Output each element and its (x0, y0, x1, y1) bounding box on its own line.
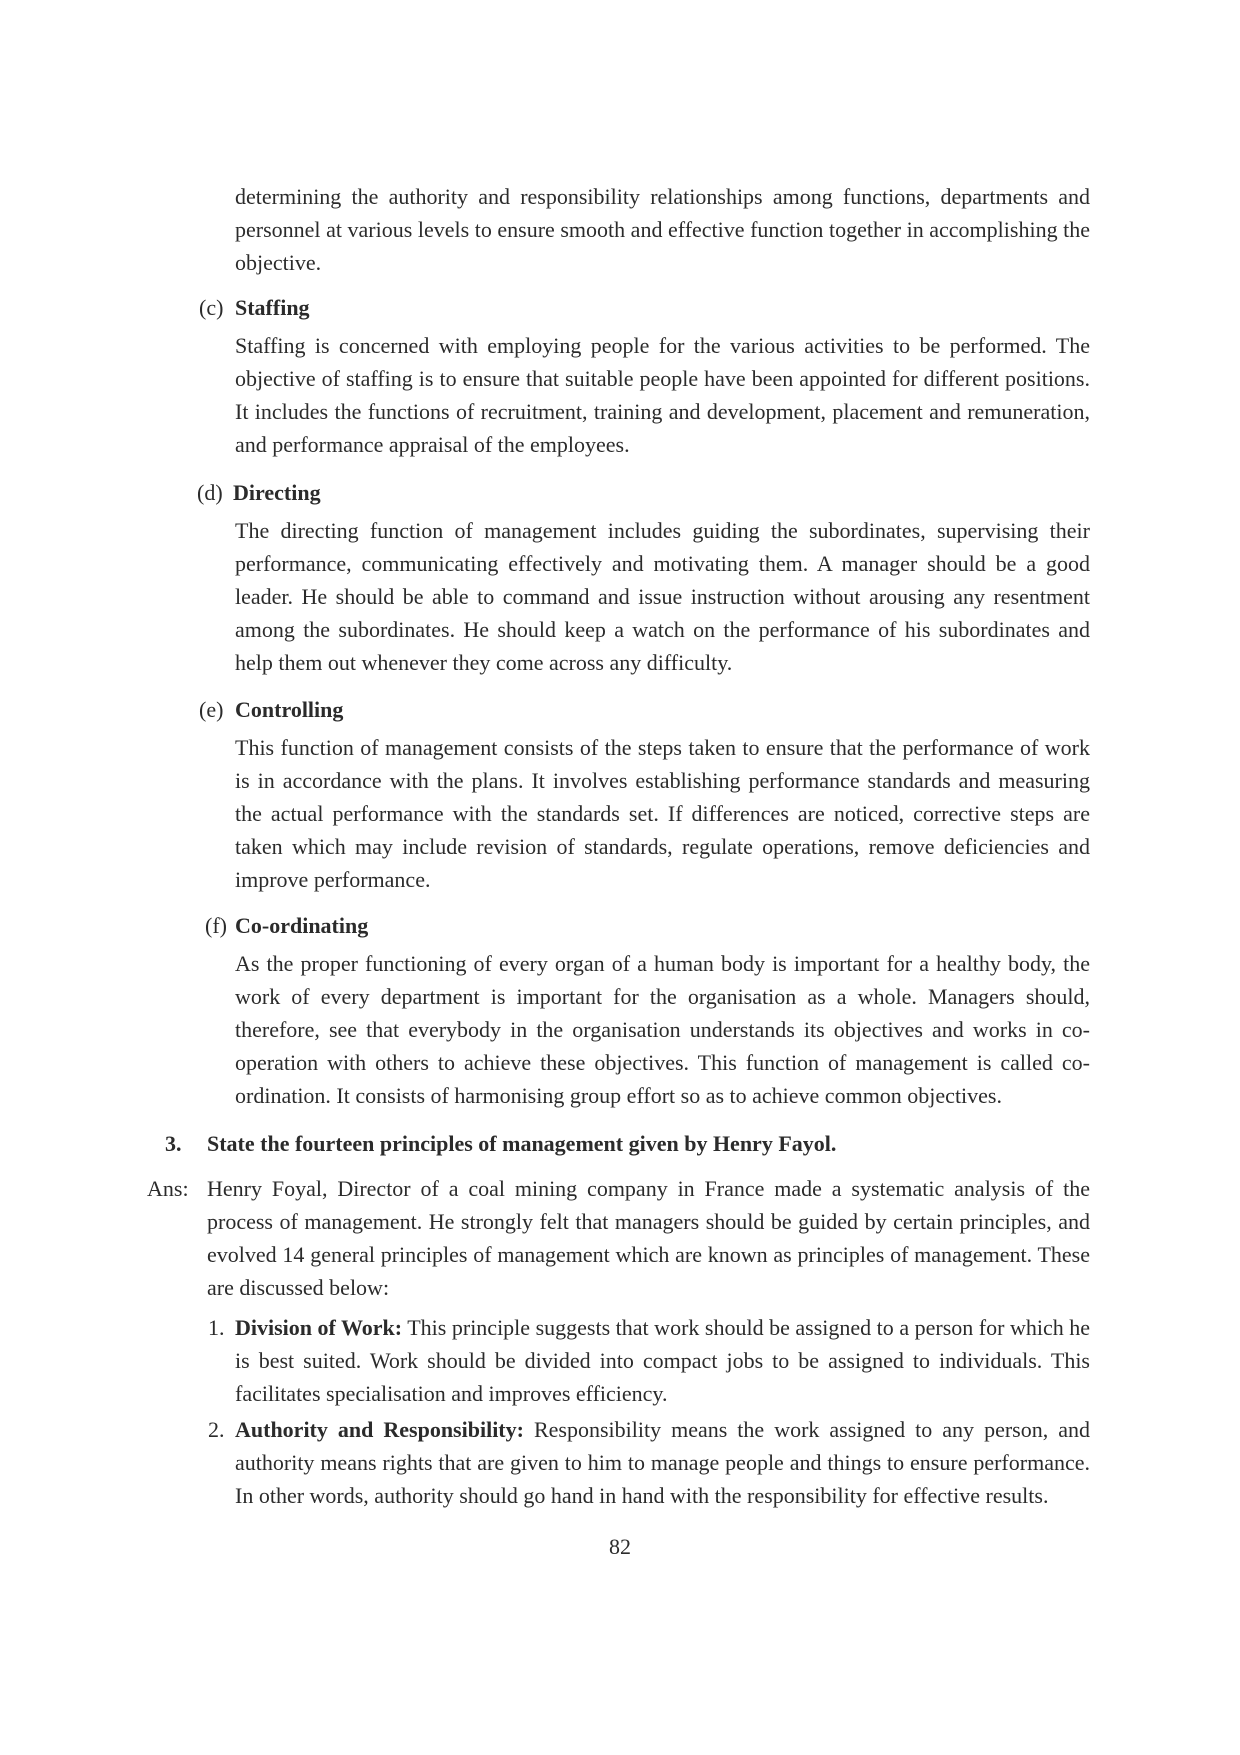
question-number: 3. (165, 1131, 182, 1156)
principle-title: Division of Work: (235, 1315, 403, 1340)
section-body-coordinating: As the proper functioning of every organ of a human body is important for a healthy body, the work of every department is important for the organisation as a whole. Managers should, therefore, see that everybody in the organisation understands its objectives and works in co-operation with others to achieve these objectives. This function of management is called co-ordination. It consists of harmonising group effort so as to achieve common objectives. (235, 951, 1090, 1108)
question-heading (165, 1127, 836, 1160)
section-heading-coordinating (205, 909, 368, 942)
principle-number: 1. (208, 1315, 225, 1340)
section-heading-directing (197, 476, 321, 509)
section-marker: (e) (199, 697, 224, 722)
section-body-directing: The directing function of management includes guiding the subordinates, supervising their performance, communicating effectively and motivating them. A manager should be a good leader. He should be able to command and issue instruction without arousing any resentment among the subordinates. He should keep a watch on the performance of his subordinates and help them out whenever they come across any difficulty. (235, 518, 1090, 675)
answer-text: Henry Foyal, Director of a coal mining company in France made a systematic analysis of the process of management. He strongly felt that managers should be guided by certain principles, and evolved 14 general principles of management which are known as principles of management. These are discussed below: (207, 1176, 1090, 1300)
section-title: Controlling (235, 697, 344, 722)
section-marker: (c) (199, 295, 224, 320)
principle-text: Responsibility means the work assigned to any person, and authority means rights that are given to him to manage people and things to ensure performance. In other words, authority should go hand in hand with the responsibility for effective results. (235, 1417, 1090, 1508)
section-marker: (f) (205, 913, 227, 938)
section-body-staffing: Staffing is concerned with employing people for the various activities to be performed. The objective of staffing is to ensure that suitable people have been appointed for different positions. It includes the functions of recruitment, training and development, placement and remuneration, and performance appraisal of the employees. (235, 333, 1090, 457)
section-title: Directing (233, 480, 321, 505)
question-text: State the fourteen principles of management given by Henry Fayol. (207, 1131, 837, 1156)
section-title: Co-ordinating (235, 913, 369, 938)
intro-paragraph: determining the authority and responsibility relationships among functions, departments and personnel at various levels to ensure smooth and effective function together in accomplishing the objective. (235, 184, 1090, 275)
principle-number: 2. (208, 1417, 225, 1442)
section-heading-controlling (199, 693, 343, 726)
section-title: Staffing (235, 295, 310, 320)
principle-item-authority-responsibility (235, 1413, 1090, 1512)
answer-label: Ans: (147, 1176, 189, 1201)
principle-item-division-of-work (235, 1311, 1090, 1410)
section-body-controlling: This function of management consists of the steps taken to ensure that the performance of work is in accordance with the plans. It involves establishing performance standards and measuring the actual performance with the standards set. If differences are noticed, corrective steps are taken which may include revision of standards, regulate operations, remove deficiencies and improve performance. (235, 735, 1090, 892)
section-heading-staffing (199, 291, 310, 324)
section-marker: (d) (197, 480, 223, 505)
principle-title: Authority and Responsibility: (235, 1417, 524, 1442)
page-number: 82 (609, 1534, 631, 1559)
principle-text: This principle suggests that work should be assigned to a person for which he is best suited. Work should be divided into compact jobs to be assigned to individuals. This facilitates specialisation and improves efficiency. (235, 1315, 1090, 1406)
